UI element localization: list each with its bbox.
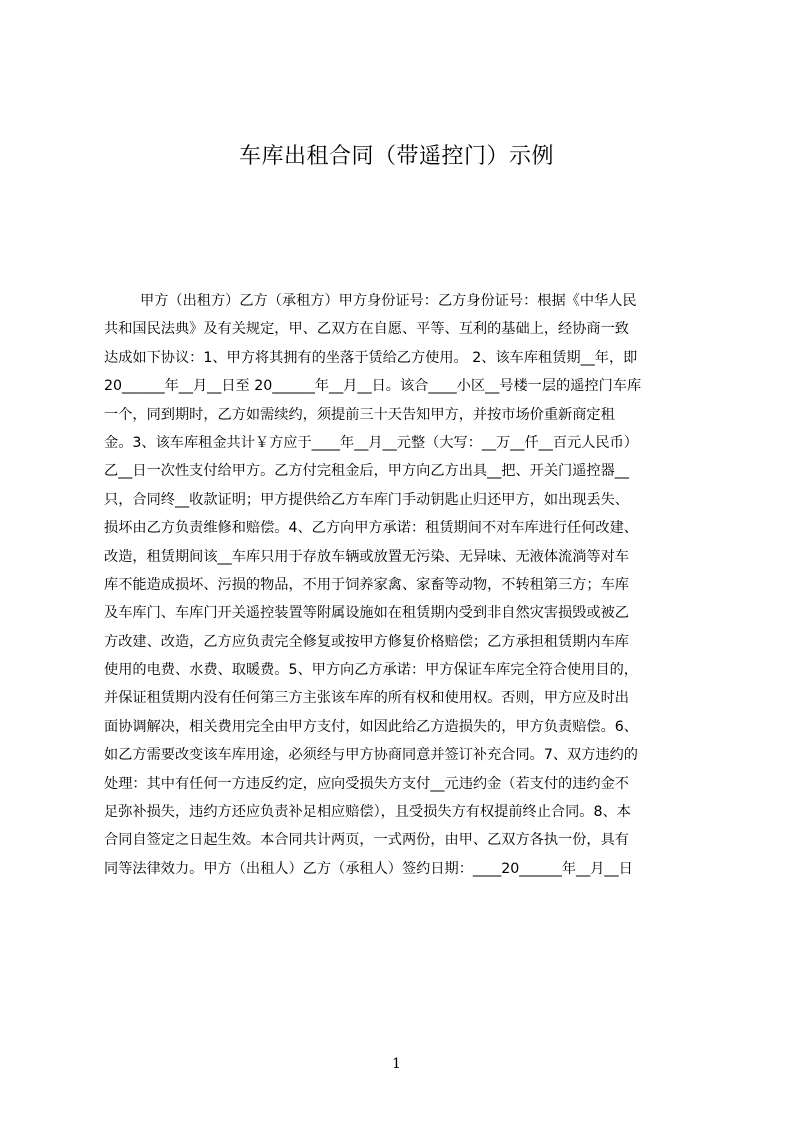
body-line: 共和国民法典》及有关规定，甲、乙双方在自愿、平等、互利的基础上，经协商一致 — [104, 321, 629, 338]
body-line: 处理：其中有任何一方违反约定，应向受损失方支付__元违约金（若支付的违约金不 — [104, 775, 629, 792]
page-number: 1 — [392, 1056, 401, 1072]
body-line: 损坏由乙方负责维修和赔偿。4、乙方向甲方承诺：租赁期间不对车库进行任何改建、 — [104, 520, 638, 537]
body-line: 并保证租赁期内没有任何第三方主张该车库的所有权和使用权。否则，甲方应及时出 — [104, 690, 629, 707]
body-line: 使用的电费、水费、取暖费。5、甲方向乙方承诺：甲方保证车库完全符合使用目的， — [104, 662, 638, 679]
body-line: 库不能造成损坏、污损的物品，不用于饲养家禽、家畜等动物，不转租第三方；车库 — [104, 576, 629, 593]
body-line: 方改建、改造，乙方应负责完全修复或按甲方修复价格赔偿；乙方承担租赁期内车库 — [104, 633, 629, 650]
body-line: 达成如下协议：1、甲方将其拥有的坐落于赁给乙方使用。 2、该车库租赁期__年，即 — [104, 349, 638, 366]
contract-body — [104, 287, 696, 883]
body-line: 合同自签定之日起生效。本合同共计两页，一式两份，由甲、乙双方各执一份，具有 — [104, 832, 629, 849]
body-line: 同等法律效力。甲方（出租人）乙方（承租人）签约日期：____20______年__月__日 — [104, 860, 633, 877]
body-line: 改造，租赁期间该__车库只用于存放车辆或放置无污染、无异味、无液体流淌等对车 — [104, 548, 629, 565]
document-title: 车库出租合同（带遥控门）示例 — [238, 144, 554, 169]
body-line: 甲方（出租方）乙方（承租方）甲方身份证号：乙方身份证号：根据《中华人民 — [140, 293, 637, 309]
body-line: 乙__日一次性支付给甲方。乙方付完租金后，甲方向乙方出具__把、开关门遥控器__ — [104, 463, 629, 480]
body-line: 只，合同终__收款证明；甲方提供给乙方车库门手动钥匙止归还甲方，如出现丢失、 — [104, 491, 629, 508]
body-line: 如乙方需要改变该车库用途，必须经与甲方协商同意并签订补充合同。7、双方违约的 — [104, 747, 638, 764]
body-line: 面协调解决，相关费用完全由甲方支付，如因此给乙方造损失的，甲方负责赔偿。6、 — [104, 718, 638, 735]
body-line: 一个，同到期时，乙方如需续约，须提前三十天告知甲方，并按市场价重新商定租 — [104, 406, 615, 423]
body-line: 金。3、该车库租金共计￥方应于____年__月__元整（大写：__万__仟__百元人民币） — [104, 434, 638, 451]
body-line: 足弥补损失，违约方还应负责补足相应赔偿），且受损失方有权提前终止合同。8、本 — [104, 804, 631, 821]
body-line: 及车库门、车库门开关遥控装置等附属设施如在租赁期内受到非自然灾害损毁或被乙 — [104, 605, 629, 622]
body-line: 20______年__月__日至 20______年__月__日。该合____小区__号楼一层的遥控门车库 — [104, 378, 642, 395]
